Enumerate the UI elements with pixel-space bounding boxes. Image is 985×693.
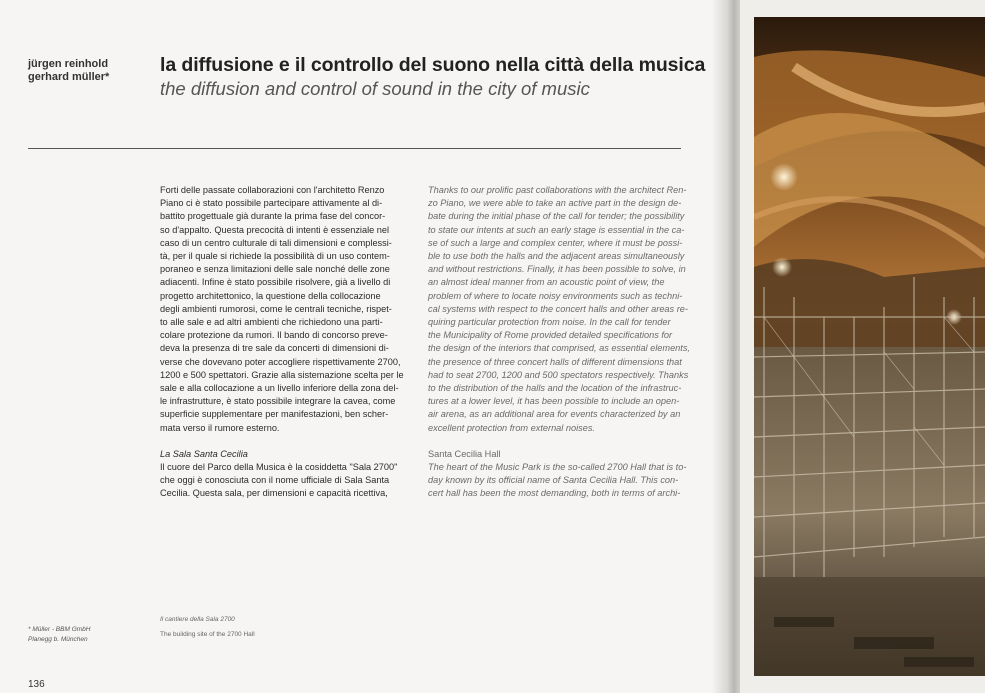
text-line: bate during the initial phase of the call for tender; the possibility — [428, 211, 685, 222]
text-line: progetto architettonico, la questione della collocazione — [160, 290, 381, 301]
footnote — [28, 625, 90, 645]
subheading: La Sala Santa Cecilia — [160, 448, 248, 459]
text-line: che oggi è conosciuta con il nome ufficiale di Sala Santa — [160, 475, 390, 486]
header-rule — [28, 148, 681, 149]
text-line: an almost ideal manner from an acoustic point of view, the — [428, 277, 665, 288]
text-line: tà, per il quale si richiede la possibilità di un uso contem- — [160, 251, 390, 262]
text-line: deva la presenza di tre sale da concerti di dimensioni di- — [160, 343, 389, 354]
paragraph — [428, 184, 690, 435]
text-line: Piano ci è stato possibile partecipare attivamente al di- — [160, 198, 383, 209]
text-line: so d'appalto. Questa precocità di intenti è essenziale nel — [160, 224, 390, 235]
author-name: jürgen reinhold — [28, 58, 109, 70]
caption-english: The building site of the 2700 Hall — [160, 631, 255, 638]
page-number: 136 — [28, 679, 45, 690]
text-line: cal systems with respect to the concert halls and other areas re- — [428, 303, 688, 314]
text-line: to the distribution of the halls and the location of the infrastruc- — [428, 383, 682, 394]
text-line: adiacenti. Infine è stato possibile risolvere, già a livello di — [160, 277, 391, 288]
text-line: verse che dovevano poter accogliere rispettivamente 2700, — [160, 356, 401, 367]
authors — [28, 58, 109, 84]
text-line: caso di un centro culturale di tali dimensioni e complessi- — [160, 237, 392, 248]
author-name: gerhard müller* — [28, 71, 110, 83]
text-line: Forti delle passate collaborazioni con l'architetto Renzo — [160, 185, 385, 195]
text-line: battito progettuale già durante la prima fase del concor- — [160, 211, 386, 222]
text-line: the Municipality of Rome provided detailed specifications for — [428, 330, 673, 341]
text-line: Cecilia. Questa sala, per dimensioni e capacità ricettiva, — [160, 488, 388, 499]
text-line: and without restrictions. Finally, it has been possible to solve, in — [428, 264, 686, 275]
text-line: sale e alla collocazione a un livello inferiore della zona del- — [160, 383, 399, 394]
text-line: to alle sale e ad altri ambienti che richiedono una parti- — [160, 317, 383, 328]
text-line: Thanks to our prolific past collaborations with the architect Ren- — [428, 185, 687, 195]
text-line: had to seat 2700, 1200 and 500 spectators respectively. Thanks — [428, 369, 689, 380]
text-line: to state our intents at such an early stage is essential in the ca- — [428, 224, 685, 235]
text-line: problem of where to locate noisy environments such as techni- — [428, 290, 683, 301]
paragraph — [428, 461, 687, 501]
text-line: tures at a lower level, it has been possible to include an open- — [428, 396, 680, 407]
text-line: 1200 e 500 spettatori. Grazie alla sistemazione scelta per le — [160, 369, 404, 380]
footnote-line: * Müller - BBM GmbH — [28, 626, 91, 633]
photo-illustration — [754, 17, 985, 676]
text-line: colare protezione da rumori. Il bando di concorso preve- — [160, 330, 388, 341]
subheading: Santa Cecilia Hall — [428, 448, 501, 459]
text-line: day known by its official name of Santa Cecilia Hall. This con- — [428, 475, 679, 486]
text-line: se of such a large and complex center, where it must be possi- — [428, 237, 683, 248]
text-line: le infrastrutture, è stato possibile integrare la cavea, come — [160, 396, 396, 407]
text-line: cert hall has been the most demanding, both in terms of archi- — [428, 488, 681, 499]
paragraph — [160, 184, 416, 435]
text-line: degli ambienti rumorosi, come le centrali tecniche, rispet- — [160, 303, 392, 314]
text-line: ble to use both the halls and the adjacent areas simultaneously — [428, 251, 685, 262]
text-line: zo Piano, we were able to take an active part in the design de- — [428, 198, 682, 209]
construction-site-photo — [754, 17, 985, 676]
title-english: the diffusion and control of sound in the city of music — [160, 78, 590, 99]
text-line: the design of the interiors that comprised, as essential elements, — [428, 343, 690, 354]
text-line: the presence of three concert halls of different dimensions that — [428, 356, 682, 367]
body-italian — [160, 184, 416, 501]
title-italian: la diffusione e il controllo del suono nella città della musica — [160, 54, 706, 76]
footnote-line: Planegg b. München — [28, 636, 88, 643]
text-line: The heart of the Music Park is the so-called 2700 Hall that is to- — [428, 462, 687, 473]
caption-italian: Il cantiere della Sala 2700 — [160, 616, 235, 623]
text-line: Il cuore del Parco della Musica è la cosiddetta "Sala 2700" — [160, 462, 398, 473]
text-line: air arena, as an additional area for events characterized by an — [428, 409, 681, 420]
body-english — [428, 184, 690, 501]
text-line: quiring particular protection from noise. In the call for tender — [428, 317, 671, 328]
text-line: superficie supplementare per manifestazioni, ben scher- — [160, 409, 389, 420]
paragraph — [160, 461, 416, 501]
text-line: excellent protection from external noises. — [428, 422, 595, 433]
text-line: mata verso il rumore esterno. — [160, 422, 280, 433]
text-line: poraneo e senza limitazioni delle sale nonché delle zone — [160, 264, 390, 275]
